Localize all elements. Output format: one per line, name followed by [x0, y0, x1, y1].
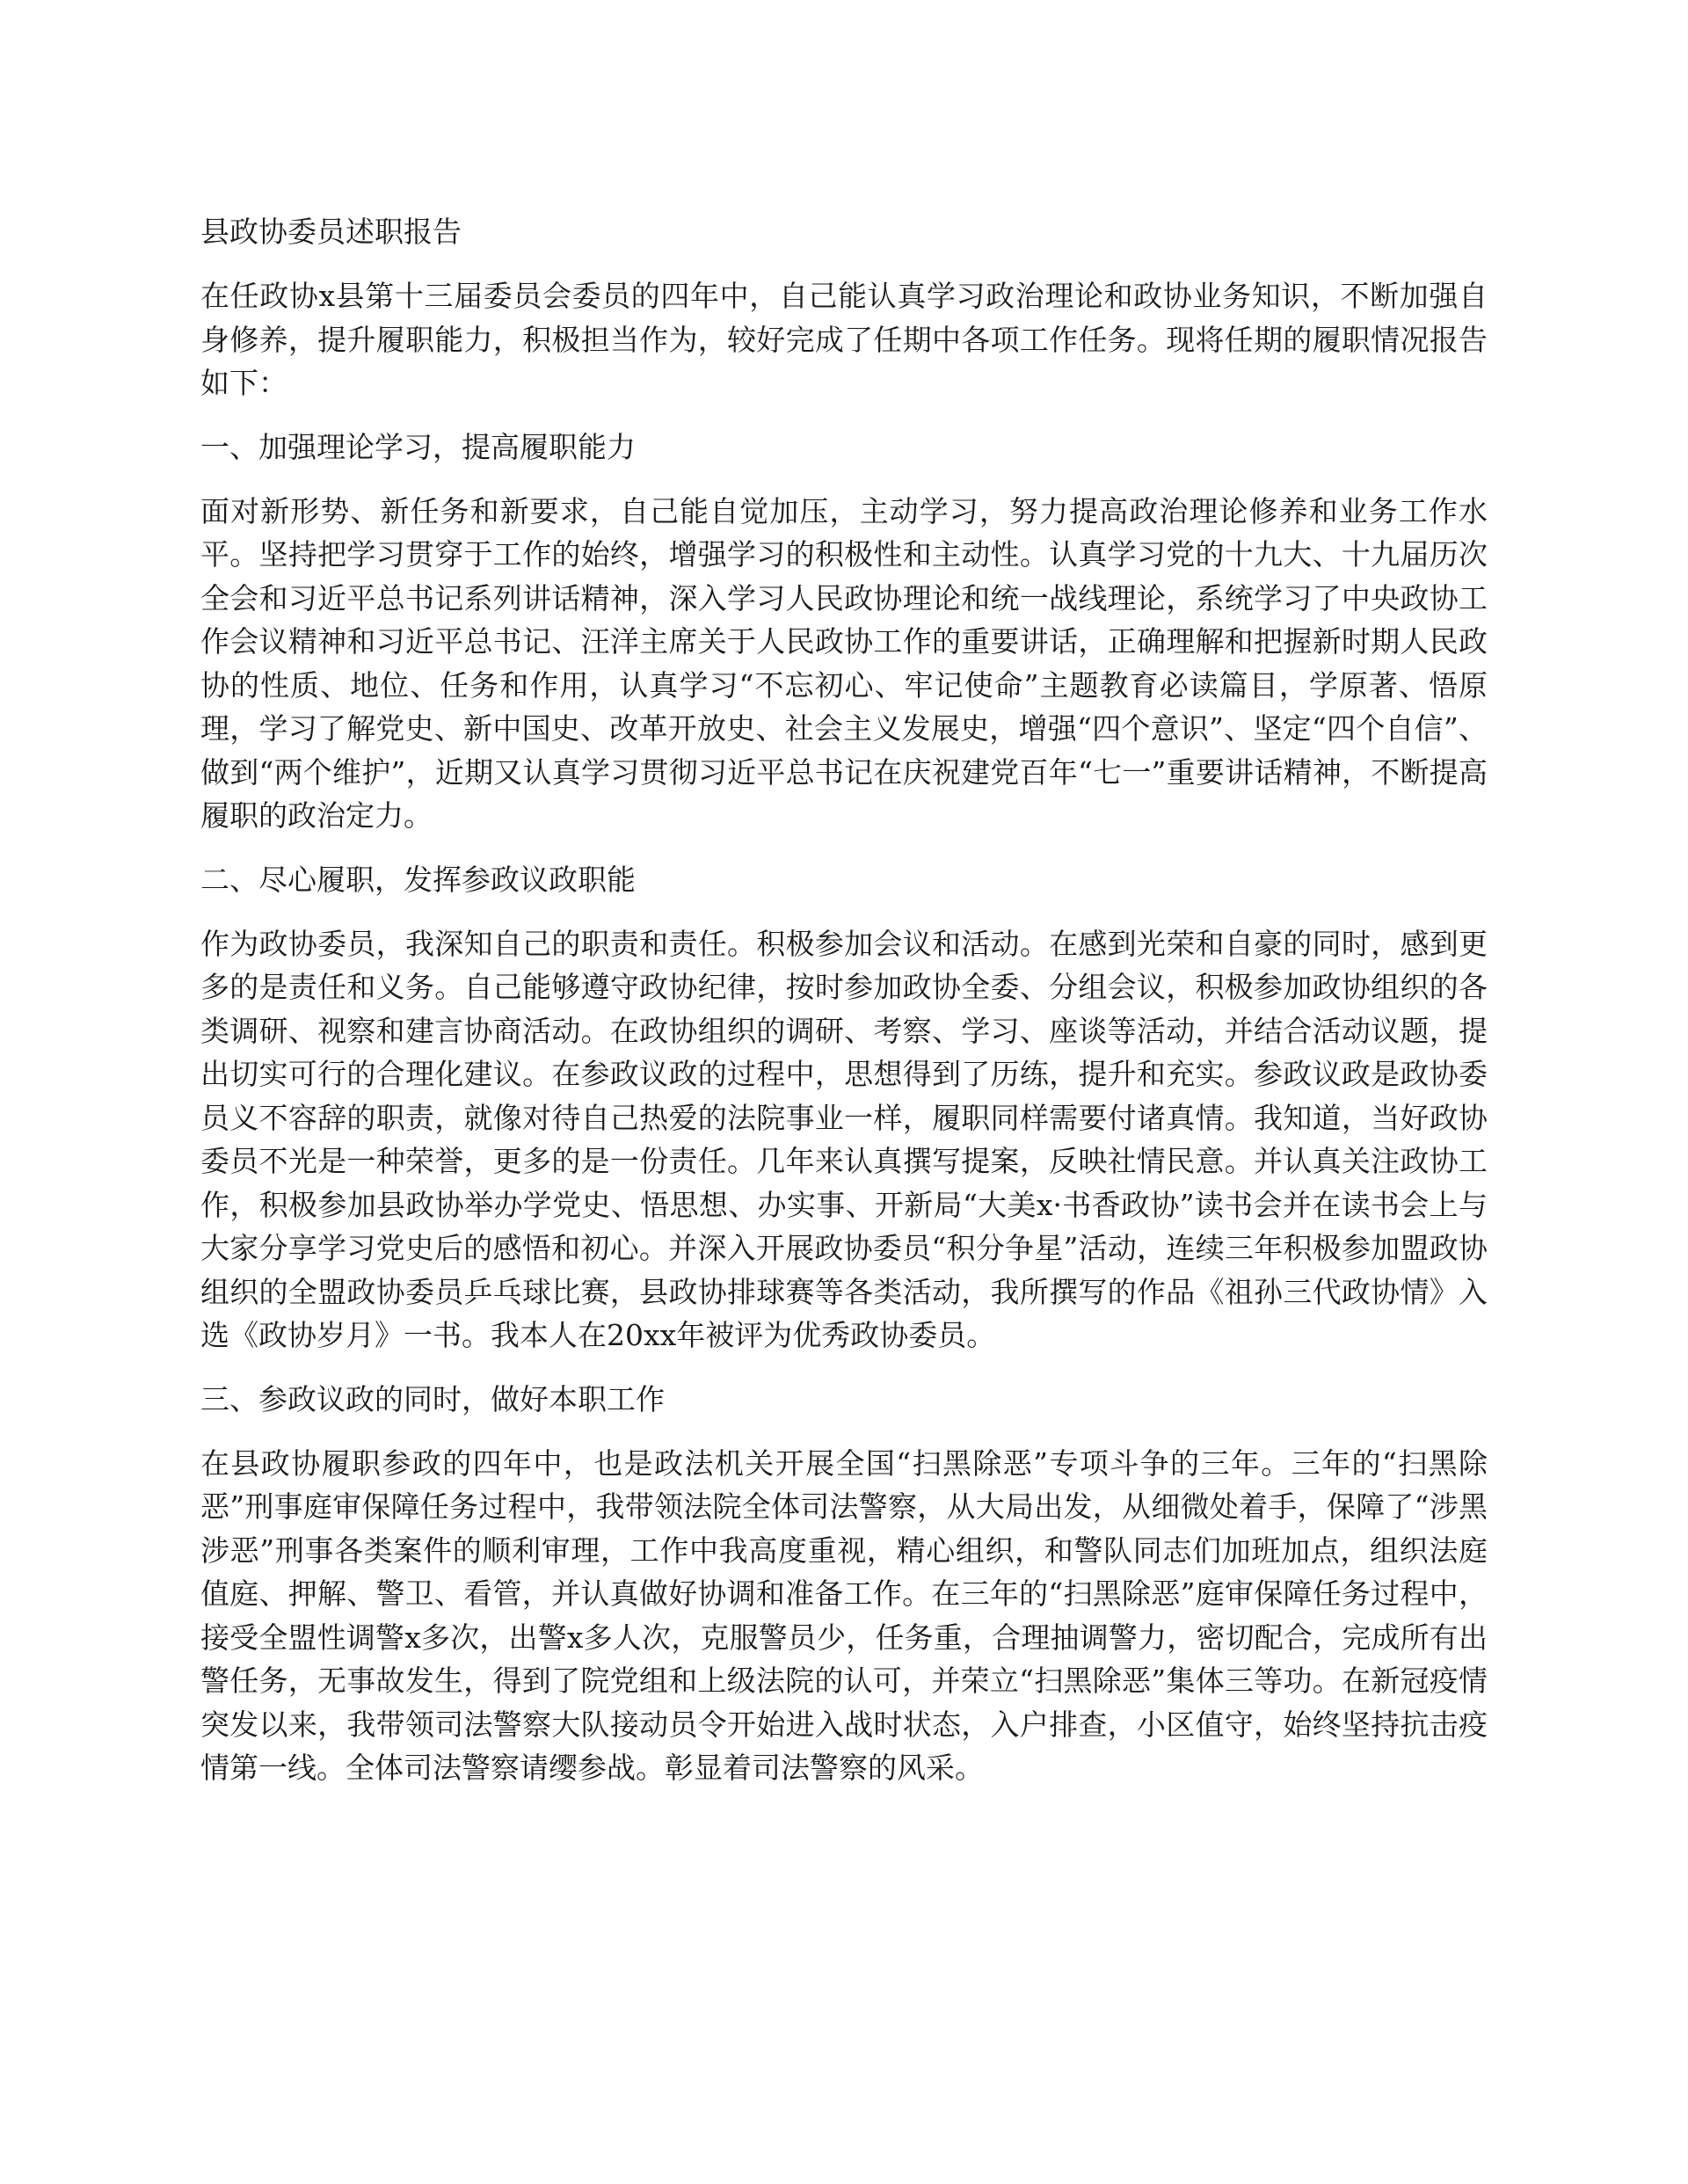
section-1-body: 面对新形势、新任务和新要求，自己能自觉加压，主动学习，努力提高政治理论修养和业务工作水平。坚持把学习贯穿于工作的始终，增强学习的积极性和主动性。认真学习党的十九大、十九届历次全会和习近平总书记系列讲话精神，深入学习人民政协理论和统一战线理论，系统学习了中央政协工作会议精神和习近平总书记、汪洋主席关于人民政协工作的重要讲话，正确理解和把握新时期人民政协的性质、地位、任务和作用，认真学习“不忘初心、牢记使命”主题教育必读篇目，学原著、悟原理，学习了解党史、新中国史、改革开放史、社会主义发展史，增强“四个意识”、坚定“四个自信”、做到“两个维护”，近期又认真学习贯彻习近平总书记在庆祝建党百年“七一”重要讲话精神，不断提高履职的政治定力。: [200, 493, 1488, 833]
intro-paragraph: 在任政协x县第十三届委员会委员的四年中，自己能认真学习政治理论和政协业务知识，不断加强自身修养，提升履职能力，积极担当作为，较好完成了任期中各项工作任务。现将任期的履职情况报告如下：: [200, 279, 1488, 400]
section-1-heading: 一、加强理论学习，提高履职能力: [200, 429, 636, 464]
section-3-heading: 三、参政议政的同时，做好本职工作: [200, 1381, 665, 1416]
section-2-body: 作为政协委员，我深知自己的职责和责任。积极参加会议和活动。在感到光荣和自豪的同时，感到更多的是责任和义务。自己能够遵守政协纪律，按时参加政协全委、分组会议，积极参加政协组织的各类调研、视察和建言协商活动。在政协组织的调研、考察、学习、座谈等活动，并结合活动议题，提出切实可行的合理化建议。在参政议政的过程中，思想得到了历练，提升和充实。参政议政是政协委员义不容辞的职责，就像对待自己热爱的法院事业一样，履职同样需要付诸真情。我知道，当好政协委员不光是一种荣誉，更多的是一份责任。几年来认真撰写提案，反映社情民意。并认真关注政协工作，积极参加县政协举办学党史、悟思想、办实事、开新局“大美x·书香政协”读书会并在读书会上与大家分享学习党史后的感悟和初心。并深入开展政协委员“积分争星”活动，连续三年积极参加盟政协组织的全盟政协委员乒乓球比赛，县政协排球赛等各类活动，我所撰写的作品《祖孙三代政协情》入选《政协岁月》一书。我本人在20xx年被评为优秀政协委员。: [200, 926, 1488, 1352]
section-3-body: 在县政协履职参政的四年中，也是政法机关开展全国“扫黑除恶”专项斗争的三年。三年的“扫黑除恶”刑事庭审保障任务过程中，我带领法院全体司法警察，从大局出发，从细微处着手，保障了“涉黑涉恶”刑事各类案件的顺利审理，工作中我高度重视，精心组织，和警队同志们加班加点，组织法庭值庭、押解、警卫、看管，并认真做好协调和准备工作。在三年的“扫黑除恶”庭审保障任务过程中，接受全盟性调警x多次，出警x多人次，克服警员少，任务重，合理抽调警力，密切配合，完成所有出警任务，无事故发生，得到了院党组和上级法院的认可，并荣立“扫黑除恶”集体三等功。在新冠疫情突发以来，我带领司法警察大队接动员令开始进入战时状态，入户排查，小区值守，始终坚持抗击疫情第一线。全体司法警察请缨参战。彰显着司法警察的风采。: [200, 1445, 1488, 1785]
document-page: [200, 211, 1488, 1811]
section-2-heading: 二、尽心履职，发挥参政议政职能: [200, 862, 636, 897]
document-title: 县政协委员述职报告: [200, 215, 462, 249]
